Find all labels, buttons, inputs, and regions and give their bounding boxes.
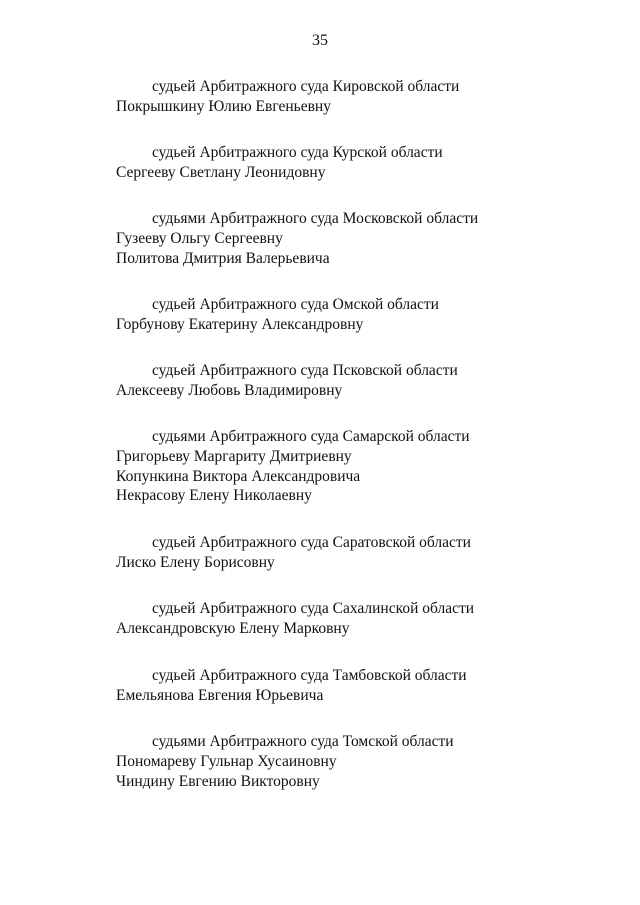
entry-heading: судьей Арбитражного суда Саратовской области — [152, 534, 471, 551]
appointment-entry — [116, 361, 596, 401]
appointment-entry — [116, 209, 596, 268]
appointment-entry — [116, 143, 596, 183]
appointment-entry — [116, 427, 596, 506]
appointment-entry — [116, 599, 596, 639]
entry-name: Емельянова Евгения Юрьевича — [116, 687, 324, 704]
entry-heading: судьей Арбитражного суда Омской области — [152, 296, 439, 313]
entry-name: Горбунову Екатерину Александровну — [116, 316, 364, 333]
entry-heading: судьями Арбитражного суда Томской области — [152, 733, 454, 750]
entry-name: Гузееву Ольгу Сергеевну — [116, 230, 283, 247]
entry-heading: судьей Арбитражного суда Кировской области — [152, 78, 460, 95]
appointment-entry — [116, 533, 596, 573]
appointment-entry — [116, 666, 596, 706]
entry-name: Григорьеву Маргариту Дмитриевну — [116, 448, 352, 465]
entry-name: Сергееву Светлану Леонидовну — [116, 164, 326, 181]
entry-heading: судьей Арбитражного суда Псковской области — [152, 362, 458, 379]
entry-name: Пономареву Гульнар Хусаиновну — [116, 753, 337, 770]
entry-heading: судьей Арбитражного суда Тамбовской области — [152, 667, 467, 684]
appointment-entry — [116, 77, 596, 117]
entry-name: Лиско Елену Борисовну — [116, 554, 275, 571]
entry-heading: судьей Арбитражного суда Сахалинской области — [152, 600, 475, 617]
entry-name: Алексееву Любовь Владимировну — [116, 382, 343, 399]
entry-heading: судьей Арбитражного суда Курской области — [152, 144, 443, 161]
appointment-entry — [116, 732, 596, 791]
entry-name: Покрышкину Юлию Евгеньевну — [116, 98, 331, 115]
page-number: 35 — [312, 32, 328, 49]
entry-name: Чиндину Евгению Викторовну — [116, 772, 320, 790]
entry-name: Некрасову Елену Николаевну — [116, 487, 312, 504]
entry-heading: судьями Арбитражного суда Московской области — [152, 210, 479, 227]
entry-name: Александровскую Елену Марковну — [116, 620, 350, 637]
entry-name: Политова Дмитрия Валерьевича — [116, 249, 330, 267]
entry-heading: судьями Арбитражного суда Самарской области — [152, 428, 470, 445]
entry-name: Копункина Виктора Александровича — [116, 467, 361, 485]
appointment-entry — [116, 295, 596, 335]
